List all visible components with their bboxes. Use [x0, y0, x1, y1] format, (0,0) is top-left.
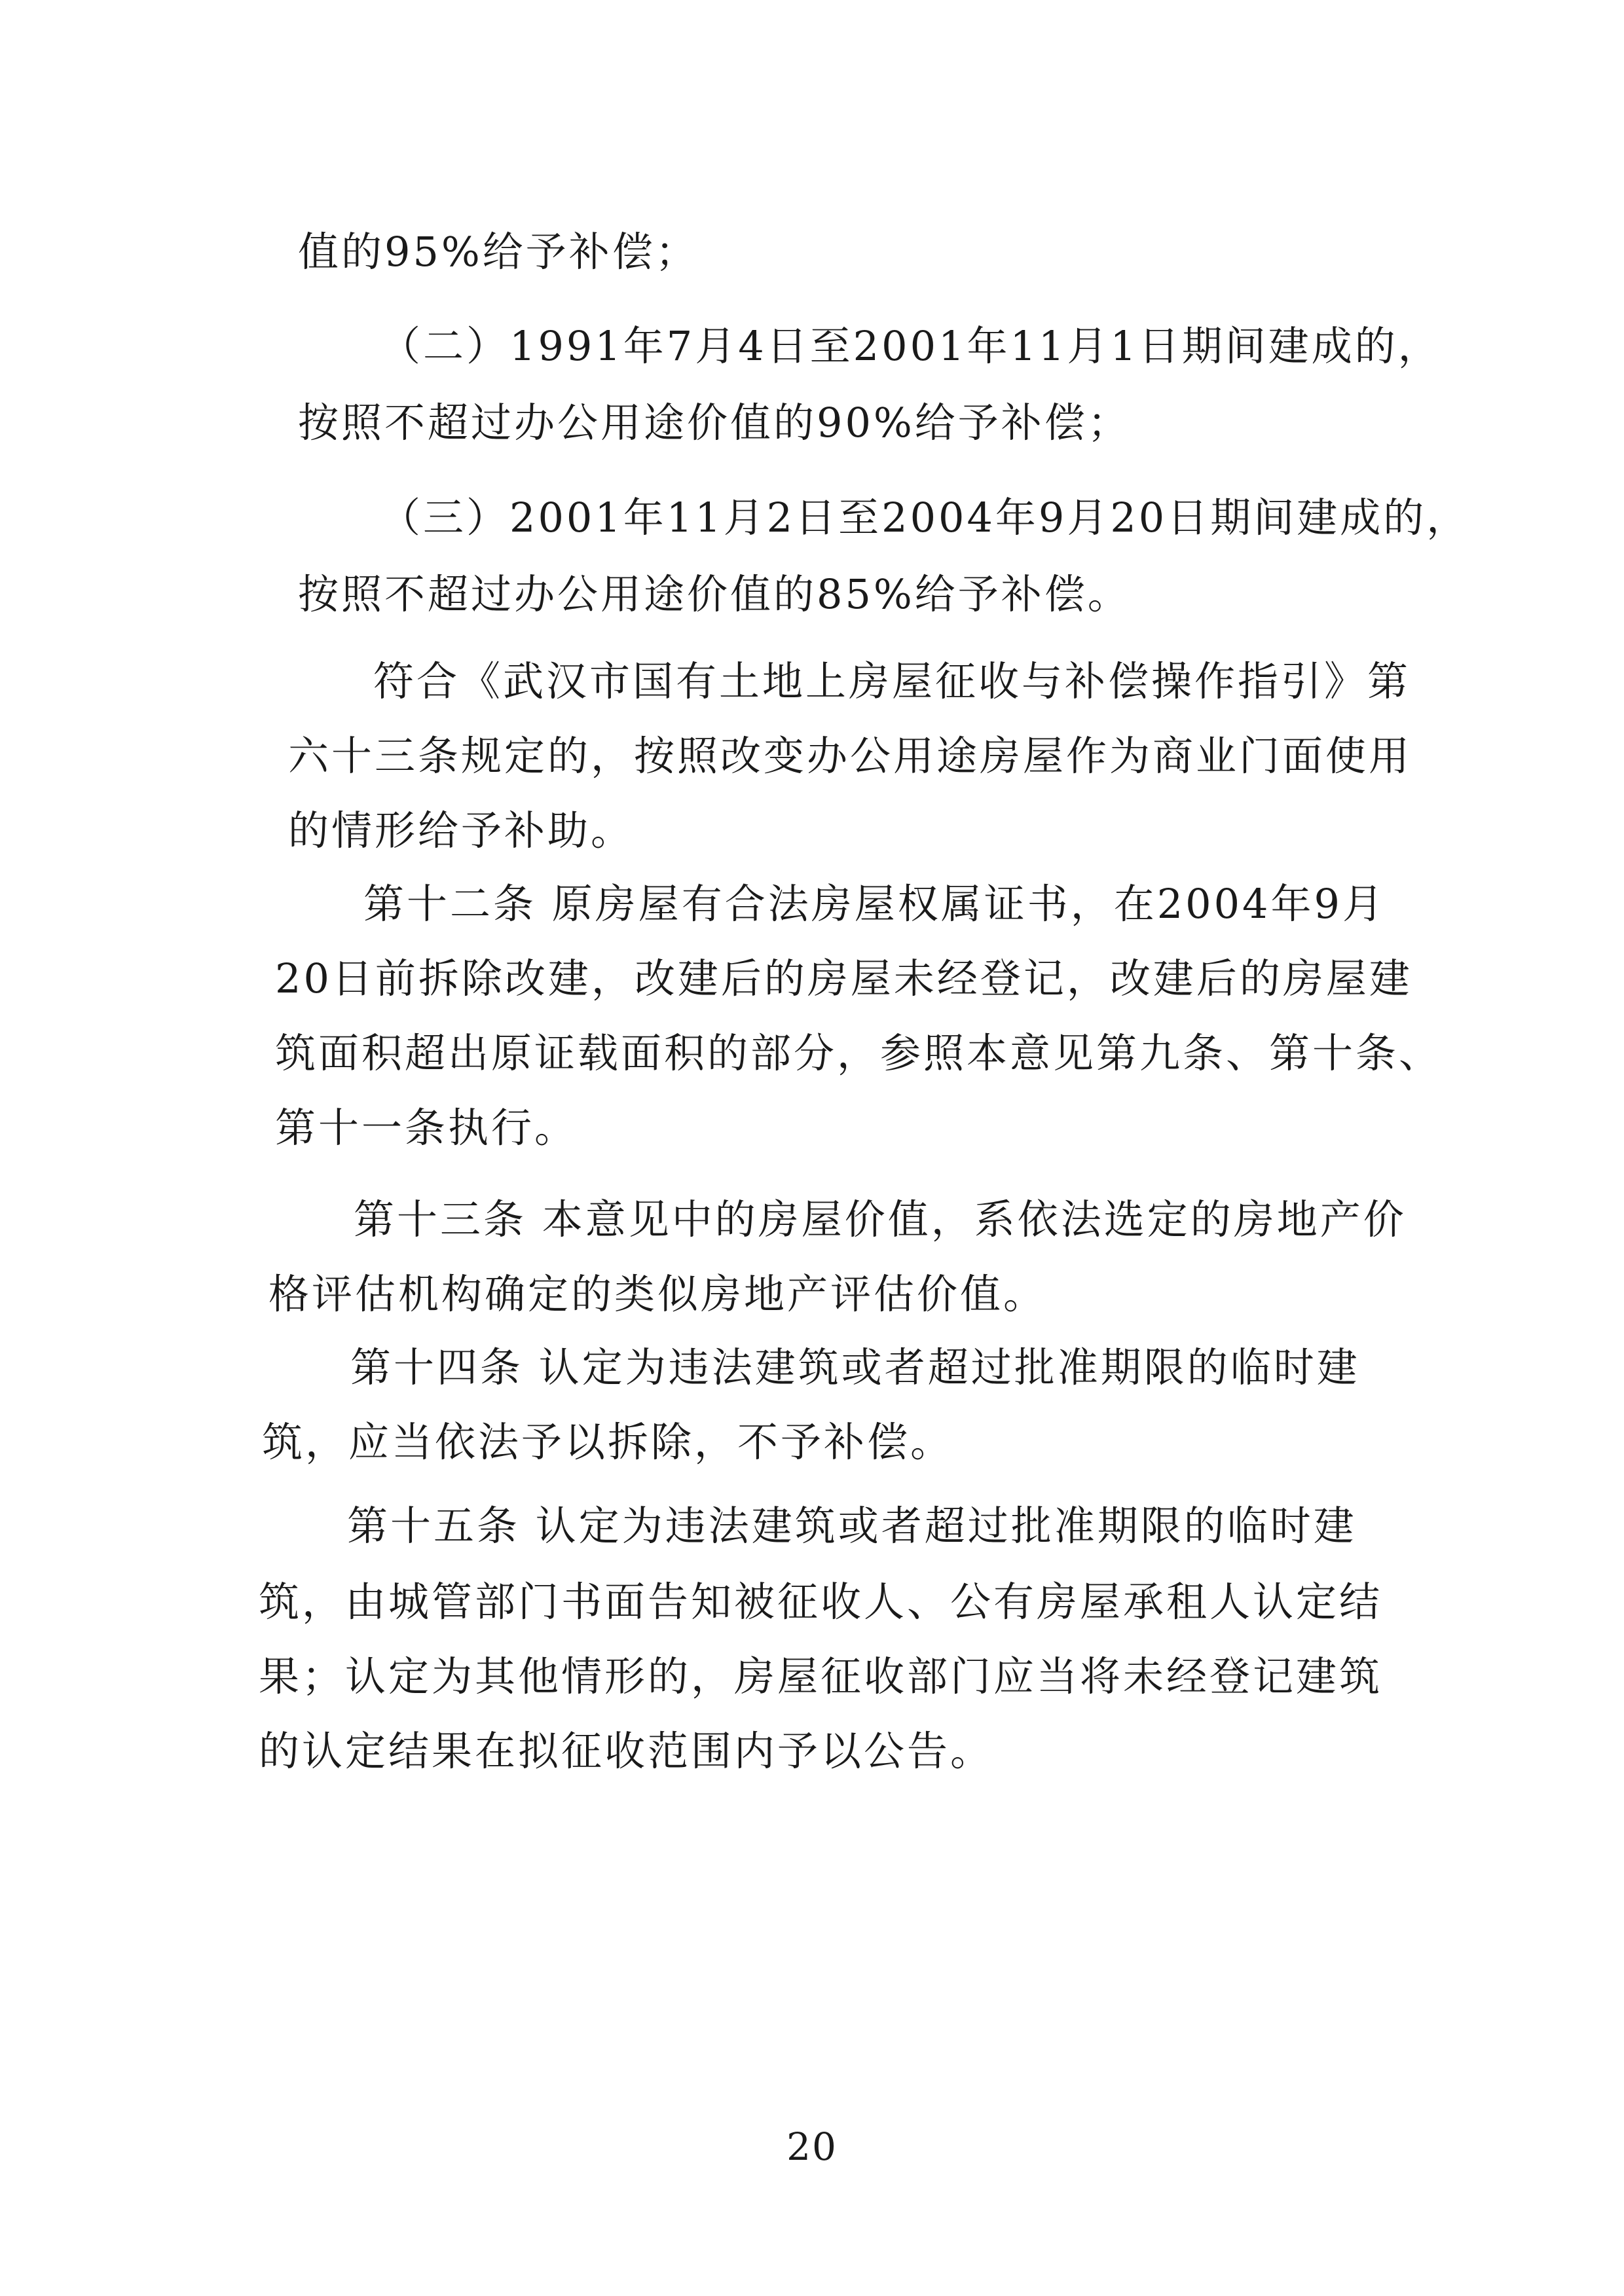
text-line-5: 按照不超过办公用途价值的85%给予补偿。 [298, 570, 1131, 618]
text-line-12: 第十一条执行。 [275, 1104, 578, 1152]
text-line-4: （三）2001年11月2日至2004年9月20日期间建成的， [380, 494, 1470, 541]
text-line-17: 第十五条 认定为违法建筑或者超过批准期限的临时建 [347, 1502, 1357, 1550]
text-line-14: 格评估机构确定的类似房地产评估价值。 [268, 1270, 1047, 1318]
text-line-13: 第十三条 本意见中的房屋价值，系依法选定的房地产价 [354, 1195, 1407, 1243]
text-line-10: 20日前拆除改建，改建后的房屋未经登记，改建后的房屋建 [275, 955, 1412, 1002]
text-line-15: 第十四条 认定为违法建筑或者超过批准期限的临时建 [350, 1343, 1360, 1391]
text-line-18: 筑，由城管部门书面告知被征收人、公有房屋承租人认定结 [259, 1578, 1383, 1626]
text-line-2: （二）1991年7月4日至2001年11月1日期间建成的， [380, 322, 1441, 370]
text-line-8: 的情形给予补助。 [288, 807, 635, 854]
page-number: 20 [786, 2124, 838, 2169]
text-line-1: 值的95%给予补偿； [298, 228, 699, 276]
text-line-7: 六十三条规定的，按照改变办公用途房屋作为商业门面使用 [288, 732, 1412, 780]
text-line-19: 果；认定为其他情形的，房屋征收部门应当将未经登记建筑 [259, 1652, 1383, 1700]
text-line-11: 筑面积超出原证载面积的部分，参照本意见第九条、第十条、 [275, 1029, 1443, 1077]
text-line-16: 筑，应当依法予以拆除，不予补偿。 [262, 1418, 954, 1466]
text-line-3: 按照不超过办公用途价值的90%给予补偿； [298, 399, 1131, 446]
text-line-20: 的认定结果在拟征收范围内予以公告。 [259, 1727, 994, 1775]
text-line-6: 符合《武汉市国有土地上房屋征收与补偿操作指引》第 [373, 657, 1411, 705]
text-line-9: 第十二条 原房屋有合法房屋权属证书，在2004年9月 [363, 880, 1386, 928]
